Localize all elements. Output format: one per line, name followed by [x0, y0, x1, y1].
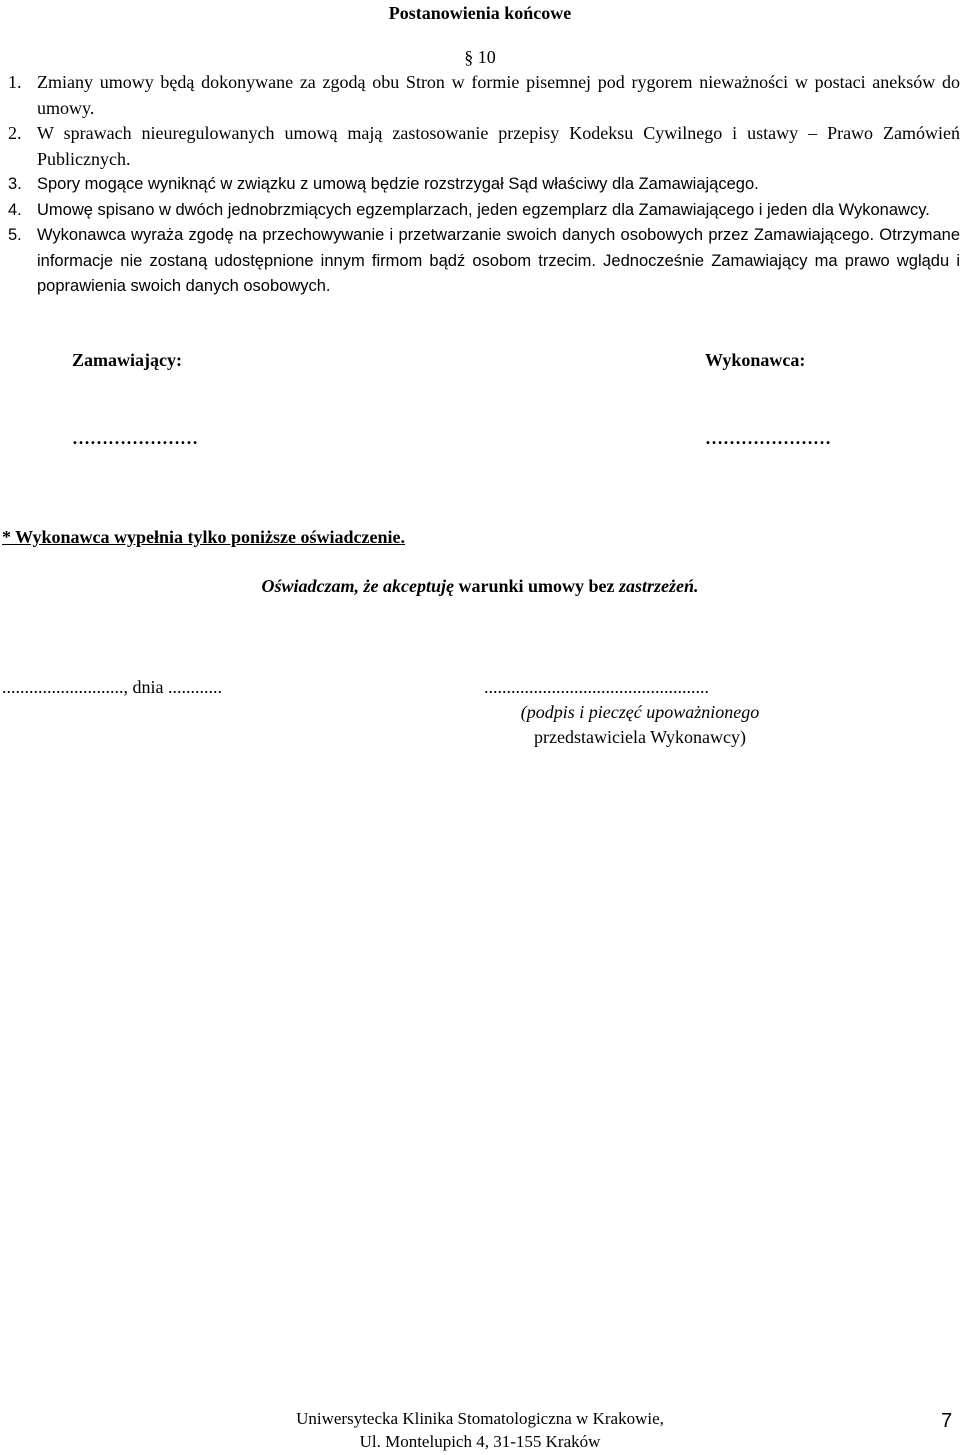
clause-item	[8, 172, 960, 198]
clause-text: Wykonawca wyraża zgodę na przechowywanie i przetwarzanie swoich danych osobowych przez Zamawiającego. Otrzymane informacje nie zostaną udostępnione innym firmom bądź osobom trzecim. Jednocześnie Zamawiający ma prawo wglądu i poprawienia swoich danych osobowych.	[37, 226, 960, 295]
place-date-field: ..........................., dnia ............	[2, 677, 222, 697]
clause-number: 1.	[8, 72, 22, 92]
clause-number: 3.	[8, 175, 22, 193]
page-number: 7	[941, 1410, 953, 1432]
clause-item	[8, 70, 960, 121]
clause-number: 2.	[8, 123, 22, 143]
signature-caption-line-2: przedstawiciela Wykonawcy)	[534, 727, 746, 747]
clause-text: Umowę spisano w dwóch jednobrzmiących egzemplarzach, jeden egzemplarz dla Zamawiającego i jeden dla Wykonawcy.	[37, 200, 930, 219]
signature-caption-line-1: (podpis i pieczęć upoważnionego	[520, 702, 760, 722]
declaration-part-3: zastrzeżeń.	[618, 576, 699, 596]
contractor-label: Wykonawca:	[705, 350, 806, 370]
declaration-part-2: warunki umowy bez	[453, 576, 619, 596]
contracting-party-signature-line: …………………	[72, 428, 198, 448]
declaration-part-1: Oświadczam, że akceptuję	[261, 576, 454, 596]
clause-number: 5.	[8, 226, 22, 244]
contractor-signature-line: …………………	[705, 428, 831, 448]
paragraph-mark: § 10	[464, 47, 496, 67]
declaration	[0, 576, 960, 597]
clause-item	[8, 198, 960, 224]
clause-text: Spory mogące wyniknąć w związku z umową będzie rozstrzygał Sąd właściwy dla Zamawiającego.	[37, 175, 759, 193]
contracting-party-label: Zamawiający:	[72, 350, 182, 370]
clause-text: Zmiany umowy będą dokonywane za zgodą obu Stron w formie pisemnej pod rygorem nieważności w postaci aneksów do umowy.	[37, 72, 960, 118]
clauses-list	[8, 70, 960, 300]
footer-line-2: Ul. Montelupich 4, 31-155 Kraków	[359, 1432, 601, 1451]
section-heading: Postanowienia końcowe	[388, 3, 572, 23]
signature-dots: ..................................................	[484, 677, 709, 697]
clause-text: W sprawach nieuregulowanych umową mają zastosowanie przepisy Kodeksu Cywilnego i ustawy – Prawo Zamówień Publicznych.	[37, 123, 960, 169]
footer-line-1: Uniwersytecka Klinika Stomatologiczna w Krakowie,	[296, 1409, 664, 1428]
contractor-note: * Wykonawca wypełnia tylko poniższe oświadczenie.	[2, 527, 406, 547]
clause-number: 4.	[8, 200, 22, 219]
clause-item	[8, 121, 960, 172]
clause-item	[8, 223, 960, 300]
